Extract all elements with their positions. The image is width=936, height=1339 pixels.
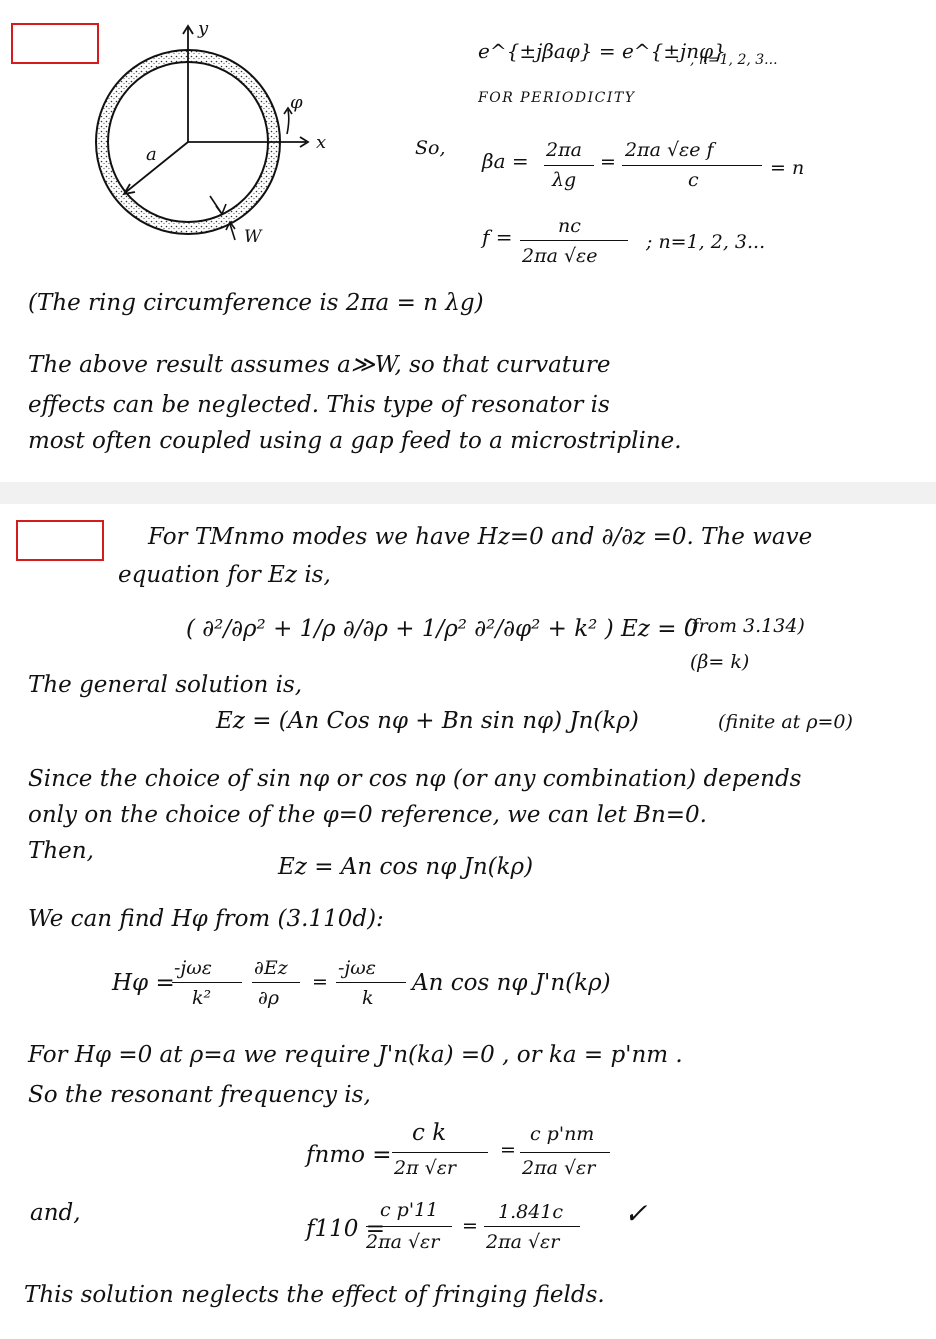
ring-circumference-note: (The ring circumference is 2πa = n λg) xyxy=(28,290,484,316)
fnmo-lhs: fnmo = xyxy=(306,1142,392,1168)
paragraph-line: The above result assumes a≫W, so that curvature xyxy=(28,352,611,378)
fraction-bar xyxy=(544,165,594,166)
from-note: (from 3.134) xyxy=(684,615,805,637)
h-frac1-den: k² xyxy=(192,987,212,1009)
wave-equation: ( ∂²/∂ρ² + 1/ρ ∂/∂ρ + 1/ρ² ∂²/∂φ² + k² ) Ez = 0 xyxy=(186,616,699,642)
h-frac3-den: k xyxy=(362,987,374,1009)
axis-phi-label: φ xyxy=(290,92,303,113)
fraction-bar xyxy=(336,982,406,983)
problem-2-section xyxy=(0,504,936,1339)
f110-den1: 2πa √εr xyxy=(366,1231,440,1253)
final-note: This solution neglects the effect of fringing fields. xyxy=(24,1282,605,1308)
fraction-bar xyxy=(392,1152,488,1153)
ez-final-equation: Ez = An cos nφ Jn(kρ) xyxy=(278,854,534,880)
beta-note: (β= k) xyxy=(690,651,750,673)
h-tail: An cos nφ J'n(kρ) xyxy=(412,970,611,996)
so-label: So, xyxy=(415,137,446,159)
fraction-bar xyxy=(172,982,242,983)
h-frac3-num: -jωε xyxy=(338,957,376,979)
h-frac2-num: ∂Ez xyxy=(254,957,288,979)
f110-den2: 2πa √εr xyxy=(486,1231,560,1253)
problem-1-section xyxy=(0,0,936,482)
intro-line: For TMnmo modes we have Hz=0 and ∂/∂z =0. The wave xyxy=(148,524,813,550)
then-label: Then, xyxy=(28,838,94,864)
paragraph-line: effects can be neglected. This type of resonator is xyxy=(28,392,610,418)
f-numerator: nc xyxy=(558,215,581,237)
radius-a-label: a xyxy=(146,144,157,165)
and-label: and, xyxy=(30,1200,81,1226)
section-divider xyxy=(0,482,936,504)
for-h-phi-line: For Hφ =0 at ρ=a we require J'n(ka) =0 , or ka = p'nm . xyxy=(28,1042,683,1068)
beta-frac1-den: λg xyxy=(552,169,577,191)
beta-a-label: βa = xyxy=(482,149,529,173)
since-line: Since the choice of sin nφ or cos nφ (or any combination) depends xyxy=(28,766,802,792)
beta-frac2-num: 2πa √εe f xyxy=(625,139,714,161)
fraction-bar xyxy=(520,1152,610,1153)
width-w-label: W xyxy=(244,227,262,247)
finite-note: (finite at ρ=0) xyxy=(718,711,853,733)
h-frac2-den: ∂ρ xyxy=(258,987,279,1009)
equals-n: = n xyxy=(770,157,805,179)
fraction-bar xyxy=(520,240,628,241)
f110-eq: = xyxy=(462,1215,478,1237)
f-n-values: ; n=1, 2, 3... xyxy=(646,231,766,253)
for-periodicity-label: FOR PERIODICITY xyxy=(478,90,636,106)
intro-line: equation for Ez is, xyxy=(118,562,331,588)
find-h-phi-line: We can find Hφ from (3.110d): xyxy=(28,906,384,932)
fnmo-num2: c p'nm xyxy=(530,1123,595,1145)
ring-resonator-figure xyxy=(80,10,360,260)
fraction-bar xyxy=(484,1226,580,1227)
f-label: f = xyxy=(482,225,513,249)
paragraph-line: most often coupled using a gap feed to a microstripline. xyxy=(28,428,682,454)
problem-number-box-2 xyxy=(16,520,104,561)
axis-x-label: x xyxy=(316,132,327,153)
beta-frac2-den: c xyxy=(688,169,699,191)
fraction-bar xyxy=(252,982,300,983)
fnmo-eq: = xyxy=(500,1139,516,1161)
fnmo-num1: c k xyxy=(412,1120,447,1146)
beta-frac1-num: 2πa xyxy=(546,139,582,161)
f-denominator: 2πa √εe xyxy=(522,245,598,267)
periodicity-equation: e^{±jβaφ} = e^{±jnφ} xyxy=(478,39,726,63)
h-phi-lhs: Hφ = xyxy=(112,970,175,996)
axis-y-label: y xyxy=(198,18,209,39)
check-mark-icon: ✓ xyxy=(624,1197,648,1230)
fraction-bar xyxy=(622,165,762,166)
fnmo-den2: 2πa √εr xyxy=(522,1157,596,1179)
f110-num2: 1.841c xyxy=(498,1201,564,1223)
h-eq-sign: = xyxy=(312,971,328,993)
fraction-bar xyxy=(366,1226,452,1227)
beta-eq-sign: = xyxy=(600,151,616,173)
f110-num1: c p'11 xyxy=(380,1199,439,1221)
f110-lhs: f110 = xyxy=(306,1216,385,1242)
h-frac1-num: -jωε xyxy=(174,957,212,979)
general-solution-label: The general solution is, xyxy=(28,672,303,698)
ez-general-equation: Ez = (An Cos nφ + Bn sin nφ) Jn(kρ) xyxy=(216,708,639,734)
periodicity-n-values: , n=1, 2, 3... xyxy=(690,52,778,68)
so-resonant-line: So the resonant frequency is, xyxy=(28,1082,371,1108)
since-line: only on the choice of the φ=0 reference, we can let Bn=0. xyxy=(28,802,707,828)
fnmo-den1: 2π √εr xyxy=(394,1157,457,1179)
